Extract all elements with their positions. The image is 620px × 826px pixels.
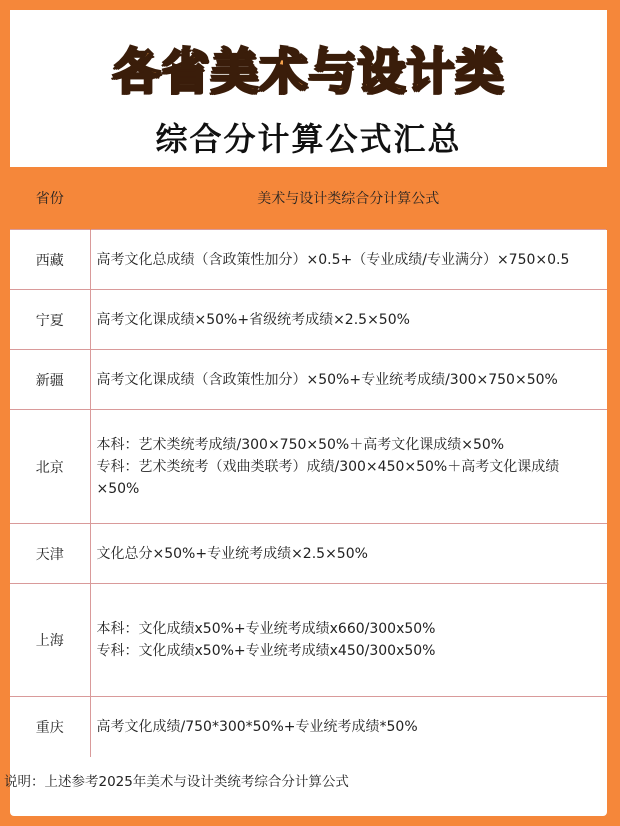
formula-cell	[90, 524, 607, 584]
document-card	[10, 10, 607, 816]
formula-cell	[90, 410, 607, 524]
table-row	[10, 350, 607, 410]
province-cell: 新疆	[10, 350, 90, 410]
page-title: 各省美术与设计类	[112, 43, 505, 99]
province-cell: 北京	[10, 410, 90, 524]
formula-line: 本科：艺术类统考成绩/300×750×50%＋高考文化课成绩×50%	[96, 436, 505, 453]
formula-cell	[90, 697, 607, 757]
province-cell: 上海	[10, 584, 90, 697]
formula-cell	[90, 350, 607, 410]
formula-line: 高考文化课成绩（含政策性加分）×50%+专业统考成绩/300×750×50%	[96, 371, 558, 388]
table-row	[10, 290, 607, 350]
formula-line: 专科：文化成绩x50%+专业统考成绩x450/300x50%	[96, 643, 436, 659]
formula-line: 文化总分×50%+专业统考成绩×2.5×50%	[96, 545, 368, 562]
formula-cell	[90, 584, 607, 697]
formula-cell	[90, 290, 607, 350]
footnote: 说明：上述参考2025年美术与设计类统考综合分计算公式	[4, 774, 349, 790]
formula-line: 本科：文化成绩x50%+专业统考成绩x660/300x50%	[96, 621, 436, 637]
formula-line: ×50%	[96, 480, 140, 497]
formula-cell	[90, 230, 607, 290]
formula-table	[10, 167, 607, 757]
province-cell: 宁夏	[10, 290, 90, 350]
table-row	[10, 230, 607, 290]
province-cell: 天津	[10, 524, 90, 584]
formula-line: 高考文化课成绩×50%+省级统考成绩×2.5×50%	[96, 311, 410, 328]
table-row	[10, 697, 607, 757]
table-header-row	[10, 167, 607, 230]
province-cell: 西藏	[10, 230, 90, 290]
column-header-formula: 美术与设计类综合分计算公式	[90, 167, 607, 230]
table-row	[10, 524, 607, 584]
column-header-province: 省份	[10, 167, 90, 230]
province-cell: 重庆	[10, 697, 90, 757]
formula-line: 高考文化成绩/750*300*50%+专业统考成绩*50%	[96, 718, 418, 735]
table-row	[10, 410, 607, 524]
formula-line: 专科：艺术类统考（戏曲类联考）成绩/300×450×50%＋高考文化课成绩	[96, 458, 560, 475]
hero-header	[10, 10, 607, 167]
page-subtitle: 综合分计算公式汇总	[155, 120, 462, 158]
formula-line: 高考文化总成绩（含政策性加分）×0.5+（专业成绩/专业满分）×750×0.5	[96, 251, 570, 268]
table-row	[10, 584, 607, 697]
